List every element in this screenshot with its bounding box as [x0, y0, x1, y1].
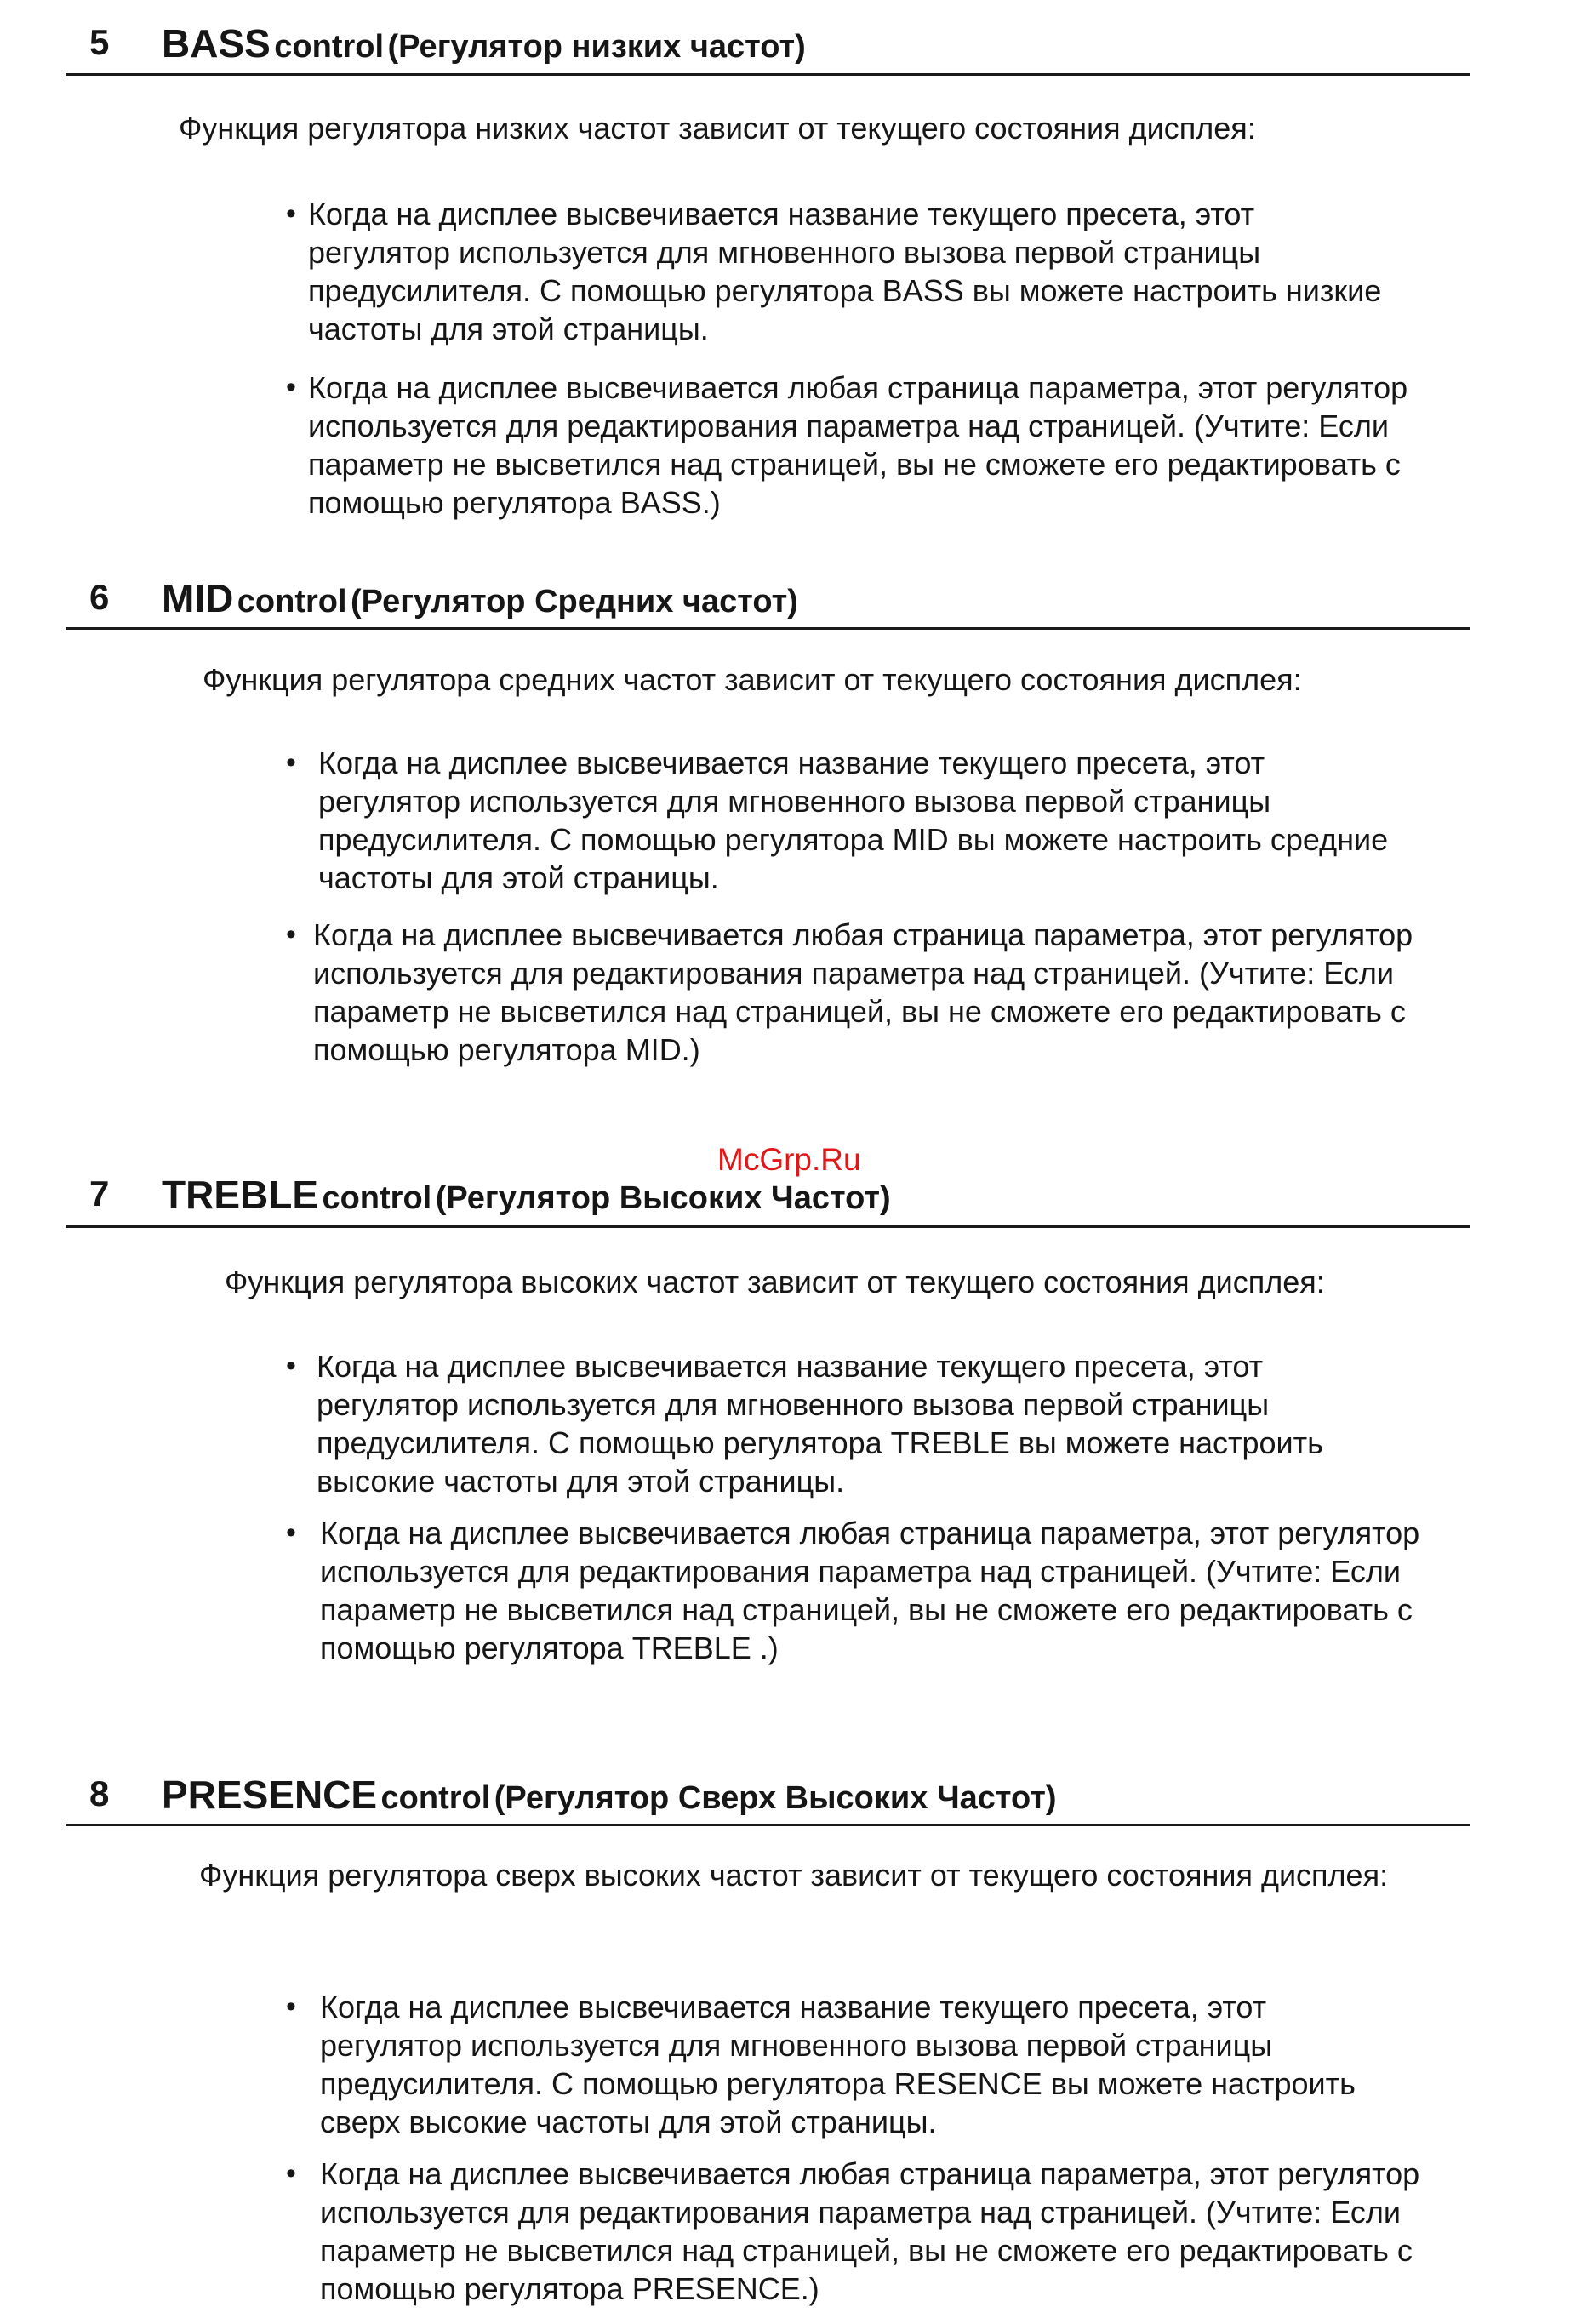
bullet-line: Когда на дисплее высвечивается название текущего пресета, этот [320, 1990, 1267, 2024]
bullet-item [286, 368, 1407, 522]
control-word: control [380, 1780, 491, 1816]
title-ru: (Регулятор низких частот) [387, 29, 806, 65]
bullet-line: помощью регулятора MID.) [313, 1032, 700, 1067]
control-name: MID [162, 576, 234, 620]
bullet-line: частоты для этой страницы. [318, 860, 719, 895]
section-heading [0, 572, 1593, 623]
bullet-line: параметр не высветился над страницей, вы не сможете его редактировать с [320, 1592, 1413, 1627]
heading-rule [66, 627, 1470, 630]
bullet-line: регулятор используется для мгновенного вызова первой страницы [308, 235, 1261, 270]
bullet-line: Когда на дисплее высвечивается любая страница параметра, этот регулятор [320, 1516, 1420, 1550]
bullet-line: используется для редактирования параметра над страницей. (Учтите: Если [313, 956, 1395, 991]
bullet-glyph: • [286, 918, 296, 951]
section-title [162, 575, 798, 621]
bullet-line: Когда на дисплее высвечивается название текущего пресета, этот [308, 197, 1255, 231]
section-intro: Функция регулятора средних частот зависит от текущего состояния дисплея: [203, 662, 1302, 697]
title-ru: (Регулятор Сверх Высоких Частот) [494, 1780, 1057, 1816]
bullet-line: параметр не высветился над страницей, вы не сможете его редактировать с [313, 994, 1406, 1029]
control-word: control [237, 584, 347, 620]
bullet-item [286, 916, 1413, 1069]
bullet-glyph: • [286, 371, 296, 403]
section-number: 8 [89, 1773, 110, 1813]
bullet-line: Когда на дисплее высвечивается любая страница параметра, этот регулятор [313, 917, 1413, 952]
bullet-glyph: • [286, 1350, 296, 1382]
bullet-line: предусилителя. С помощью регулятора BASS вы можете настроить низкие [308, 273, 1382, 308]
bullet-item [286, 744, 1388, 897]
bullet-line: помощью регулятора BASS.) [308, 485, 721, 520]
heading-rule [66, 1225, 1470, 1228]
section-heading [0, 1168, 1593, 1219]
section-number: 5 [89, 22, 110, 62]
bullet-line: предусилителя. С помощью регулятора TREBLE вы можете настроить [317, 1425, 1323, 1460]
section-number: 7 [89, 1173, 110, 1213]
title-ru: (Регулятор Высоких Частот) [435, 1180, 891, 1216]
section-intro: Функция регулятора сверх высоких частот зависит от текущего состояния дисплея: [199, 1858, 1389, 1893]
bullet-glyph: • [286, 2157, 296, 2190]
section-intro: Функция регулятора высоких частот зависит от текущего состояния дисплея: [225, 1265, 1325, 1299]
bullet-line: высокие частоты для этой страницы. [317, 1464, 845, 1499]
control-word: control [274, 29, 385, 65]
bullet-line: помощью регулятора TREBLE .) [320, 1630, 779, 1665]
bullet-glyph: • [286, 1990, 296, 2023]
bullet-glyph: • [286, 197, 296, 230]
bullet-line: предусилителя. С помощью регулятора RESENCE вы можете настроить [320, 2066, 1356, 2101]
bullet-glyph: • [286, 746, 296, 779]
heading-rule [66, 73, 1470, 76]
bullet-line: параметр не высветился над страницей, вы не сможете его редактировать с [308, 447, 1401, 482]
bullet-item [286, 195, 1381, 348]
bullet-line: Когда на дисплее высвечивается название текущего пресета, этот [318, 745, 1265, 780]
section-heading [0, 1768, 1593, 1819]
section-heading [0, 17, 1593, 68]
section-intro: Функция регулятора низких частот зависит от текущего состояния дисплея: [179, 111, 1256, 146]
control-name: BASS [162, 21, 271, 66]
control-word: control [322, 1180, 432, 1216]
bullet-glyph: • [286, 1516, 296, 1549]
section-title [162, 20, 806, 66]
watermark: McGrp.Ru [717, 1142, 861, 1177]
bullet-line: предусилителя. С помощью регулятора MID вы можете настроить средние [318, 822, 1389, 857]
control-name: TREBLE [162, 1173, 318, 1217]
title-ru: (Регулятор Средних частот) [351, 584, 798, 620]
section-number: 6 [89, 577, 110, 617]
bullet-item [286, 1514, 1419, 1667]
bullet-line: Когда на дисплее высвечивается любая страница параметра, этот регулятор [308, 370, 1408, 405]
bullet-line: параметр не высветился над страницей, вы не сможете его редактировать с [320, 2233, 1413, 2268]
bullet-line: Когда на дисплее высвечивается любая страница параметра, этот регулятор [320, 2156, 1420, 2191]
bullet-line: Когда на дисплее высвечивается название текущего пресета, этот [317, 1349, 1264, 1384]
bullet-line: используется для редактирования параметра над страницей. (Учтите: Если [308, 408, 1390, 443]
bullet-item [286, 1347, 1323, 1500]
section-title [162, 1172, 891, 1218]
bullet-line: сверх высокие частоты для этой страницы. [320, 2104, 937, 2139]
bullet-line: регулятор используется для мгновенного вызова первой страницы [317, 1387, 1270, 1422]
section-title [162, 1772, 1057, 1818]
bullet-line: регулятор используется для мгновенного вызова первой страницы [318, 784, 1271, 819]
bullet-line: используется для редактирования параметра над страницей. (Учтите: Если [320, 1554, 1402, 1589]
bullet-line: частоты для этой страницы. [308, 311, 709, 346]
bullet-line: используется для редактирования параметра над страницей. (Учтите: Если [320, 2195, 1402, 2230]
bullet-item [286, 1988, 1356, 2141]
heading-rule [66, 1824, 1470, 1826]
bullet-item [286, 2155, 1419, 2308]
control-name: PRESENCE [162, 1773, 378, 1817]
bullet-line: регулятор используется для мгновенного вызова первой страницы [320, 2028, 1273, 2063]
bullet-line: помощью регулятора PRESENCE.) [320, 2271, 819, 2306]
